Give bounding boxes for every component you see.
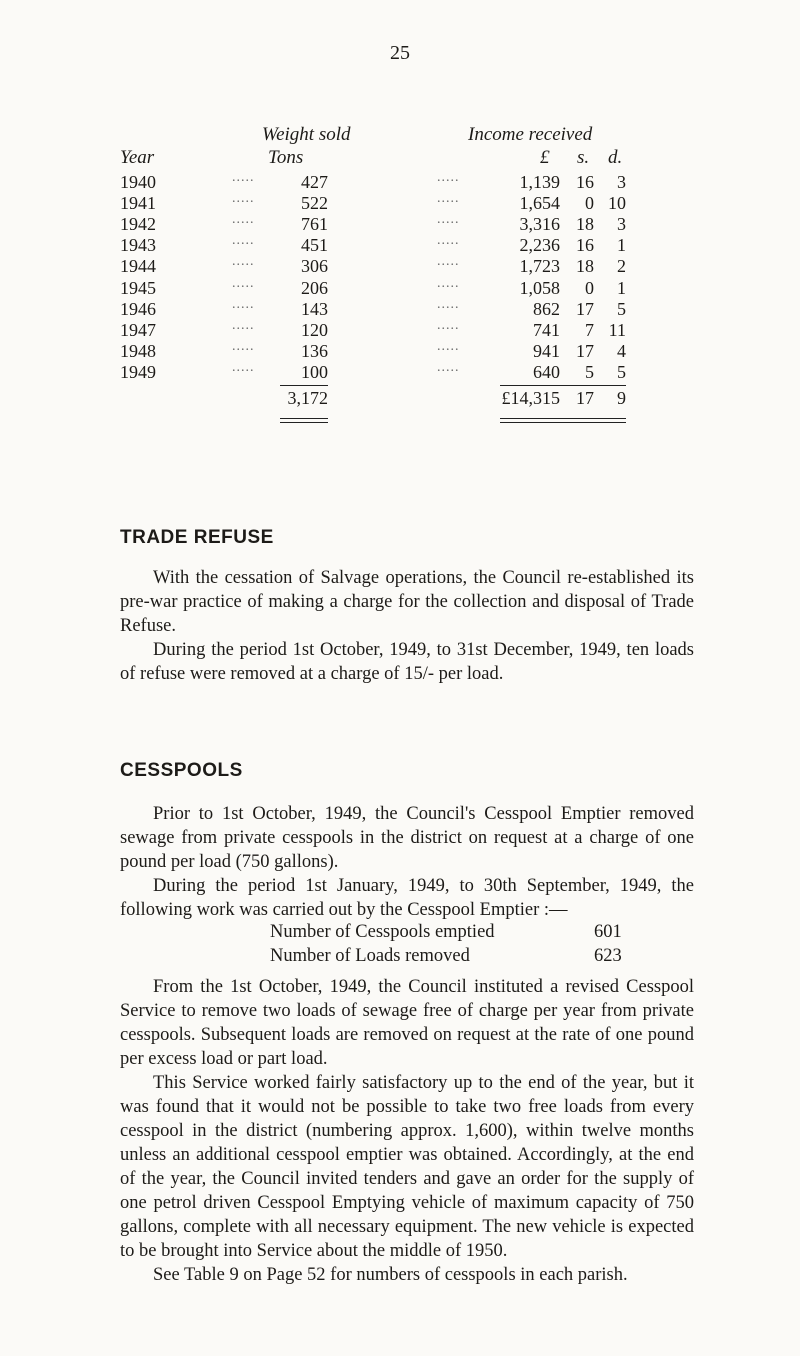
tons-cell: 206 bbox=[301, 277, 328, 298]
tons-cell: 120 bbox=[301, 319, 328, 340]
pence-cell: 1 bbox=[617, 277, 626, 298]
leader-dots: ..... bbox=[437, 338, 460, 354]
tons-cell: 306 bbox=[301, 256, 328, 277]
leader-dots: ..... bbox=[437, 275, 460, 291]
table-row bbox=[0, 359, 800, 386]
cesspools-body-b bbox=[120, 975, 694, 1287]
totals-rule-bottom-tons-2 bbox=[280, 422, 328, 423]
tons-cell: 451 bbox=[301, 235, 328, 256]
stat-label: Number of Cesspools emptied bbox=[270, 922, 495, 942]
leader-dots: ..... bbox=[437, 170, 460, 185]
totals-rule-top-income bbox=[500, 385, 626, 386]
stat-value: 623 bbox=[594, 946, 622, 966]
tons-cell: 522 bbox=[301, 193, 328, 214]
trade-refuse-body bbox=[120, 566, 694, 686]
totals-rule-top-tons bbox=[280, 385, 328, 386]
year-cell: 1943 bbox=[120, 235, 156, 256]
leader-dots: ..... bbox=[232, 275, 255, 291]
leader-dots: ..... bbox=[437, 296, 460, 312]
pounds-cell: 3,316 bbox=[519, 214, 560, 235]
trade-refuse-heading: TRADE REFUSE bbox=[120, 527, 274, 548]
year-cell: 1941 bbox=[120, 193, 156, 214]
tons-cell: 761 bbox=[301, 214, 328, 235]
pence-cell: 3 bbox=[617, 214, 626, 235]
leader-dots: ..... bbox=[232, 212, 255, 228]
stat-cesspools-emptied bbox=[270, 922, 622, 943]
pence-cell: 11 bbox=[608, 319, 626, 340]
leader-dots: ..... bbox=[232, 170, 255, 185]
cesspools-heading: CESSPOOLS bbox=[120, 760, 243, 781]
year-cell: 1942 bbox=[120, 214, 156, 235]
year-cell: 1944 bbox=[120, 256, 156, 277]
leader-dots: ..... bbox=[232, 338, 255, 354]
leader-dots: ..... bbox=[437, 233, 460, 249]
pence-cell: 5 bbox=[617, 361, 626, 382]
cesspools-paragraph-4: This Service worked fairly satisfactory up to the end of the year, but it was found that it would not be possible to take two free loads from every cesspool in the district (numbering approx. 1,600), within twelve months unless an additional cesspool emptier was obtained. Accordingly, at the end of the year, the Council invited tenders and gave an order for the supply of one petrol driven Cesspool Emptying vehicle of maximum capacity of 750 gallons, complete with all necessary equipment. The new vehicle is expected to be brought into Service about the middle of 1950. bbox=[120, 1073, 694, 1261]
total-tons: 3,172 bbox=[287, 388, 328, 408]
cesspools-paragraph-3: From the 1st October, 1949, the Council instituted a revised Cesspool Service to remove two loads of sewage free of charge per year from private cesspools. Subsequent loads are removed on request at the rate of one pound per excess load or part load. bbox=[120, 977, 694, 1069]
leader-dots: ..... bbox=[437, 191, 460, 207]
total-pence: 9 bbox=[617, 388, 626, 408]
shillings-cell: 7 bbox=[585, 319, 594, 340]
shillings-cell: 16 bbox=[576, 235, 594, 256]
shillings-cell: 5 bbox=[585, 361, 594, 382]
pounds-cell: 741 bbox=[533, 319, 560, 340]
shillings-cell: 18 bbox=[576, 214, 594, 235]
stat-loads-removed bbox=[270, 946, 622, 967]
leader-dots: ..... bbox=[232, 359, 255, 375]
year-cell: 1946 bbox=[120, 298, 156, 319]
page-number: 25 bbox=[390, 42, 410, 64]
leader-dots: ..... bbox=[437, 317, 460, 333]
leader-dots: ..... bbox=[437, 254, 460, 270]
total-pounds: £14,315 bbox=[501, 388, 560, 408]
shillings-cell: 18 bbox=[576, 256, 594, 277]
leader-dots: ..... bbox=[232, 233, 255, 249]
year-cell: 1947 bbox=[120, 319, 156, 340]
pounds-cell: 862 bbox=[533, 298, 560, 319]
leader-dots: ..... bbox=[232, 254, 255, 270]
pounds-cell: 1,139 bbox=[519, 172, 560, 192]
shillings-cell: 0 bbox=[585, 193, 594, 214]
cesspools-paragraph-2: During the period 1st January, 1949, to 30th September, 1949, the following work was carried out by the Cesspool Emptier :— bbox=[120, 876, 694, 920]
year-cell: 1945 bbox=[120, 277, 156, 298]
pounds-cell: 1,058 bbox=[519, 277, 560, 298]
table-header-tons: Tons bbox=[268, 147, 304, 168]
cesspools-paragraph-1: Prior to 1st October, 1949, the Council's Cesspool Emptier removed sewage from private cesspools in the district on request at a charge of one pound per load (750 gallons). bbox=[120, 804, 694, 872]
stat-label: Number of Loads removed bbox=[270, 946, 470, 966]
cesspools-paragraph-5: See Table 9 on Page 52 for numbers of cesspools in each parish. bbox=[153, 1265, 628, 1285]
pounds-cell: 1,654 bbox=[519, 193, 560, 214]
tons-cell: 143 bbox=[301, 298, 328, 319]
table-header-pence: d. bbox=[608, 147, 623, 168]
tons-cell: 136 bbox=[301, 340, 328, 361]
year-cell: 1948 bbox=[120, 340, 156, 361]
table-header-year: Year bbox=[120, 147, 155, 168]
totals-rule-bottom-tons bbox=[280, 418, 328, 419]
year-cell: 1949 bbox=[120, 361, 156, 382]
leader-dots: ..... bbox=[232, 296, 255, 312]
pounds-cell: 640 bbox=[533, 361, 560, 382]
tons-cell: 100 bbox=[301, 361, 328, 382]
leader-dots: ..... bbox=[232, 191, 255, 207]
totals-rule-bottom-income bbox=[500, 418, 626, 419]
pounds-cell: 941 bbox=[533, 340, 560, 361]
pounds-cell: 1,723 bbox=[519, 256, 560, 277]
tons-cell: 427 bbox=[301, 172, 328, 192]
trade-refuse-paragraph-2: During the period 1st October, 1949, to 31st December, 1949, ten loads of refuse were removed at a charge of 15/- per load. bbox=[120, 640, 694, 684]
pence-cell: 3 bbox=[617, 172, 626, 192]
totals-row bbox=[0, 388, 800, 412]
shillings-cell: 16 bbox=[576, 172, 594, 192]
leader-dots: ..... bbox=[437, 359, 460, 375]
trade-refuse-paragraph-1: With the cessation of Salvage operations, the Council re-established its pre-war practice of making a charge for the collection and disposal of Trade Refuse. bbox=[120, 568, 694, 636]
shillings-cell: 17 bbox=[576, 340, 594, 361]
pence-cell: 4 bbox=[617, 340, 626, 361]
table-header-income: Income received bbox=[468, 124, 593, 145]
total-shillings: 17 bbox=[576, 388, 594, 408]
shillings-cell: 0 bbox=[585, 277, 594, 298]
pence-cell: 10 bbox=[608, 193, 626, 214]
totals-rule-bottom-income-2 bbox=[500, 422, 626, 423]
table-header-shillings: s. bbox=[577, 147, 590, 168]
pounds-cell: 2,236 bbox=[519, 235, 560, 256]
leader-dots: ..... bbox=[232, 317, 255, 333]
shillings-cell: 17 bbox=[576, 298, 594, 319]
pence-cell: 1 bbox=[617, 235, 626, 256]
table-header-pounds: £ bbox=[540, 147, 550, 168]
table-header-weight: Weight sold bbox=[262, 124, 351, 145]
year-cell: 1940 bbox=[120, 172, 156, 192]
pence-cell: 5 bbox=[617, 298, 626, 319]
leader-dots: ..... bbox=[437, 212, 460, 228]
cesspools-body-a bbox=[120, 802, 694, 922]
stat-value: 601 bbox=[594, 922, 622, 942]
pence-cell: 2 bbox=[617, 256, 626, 277]
